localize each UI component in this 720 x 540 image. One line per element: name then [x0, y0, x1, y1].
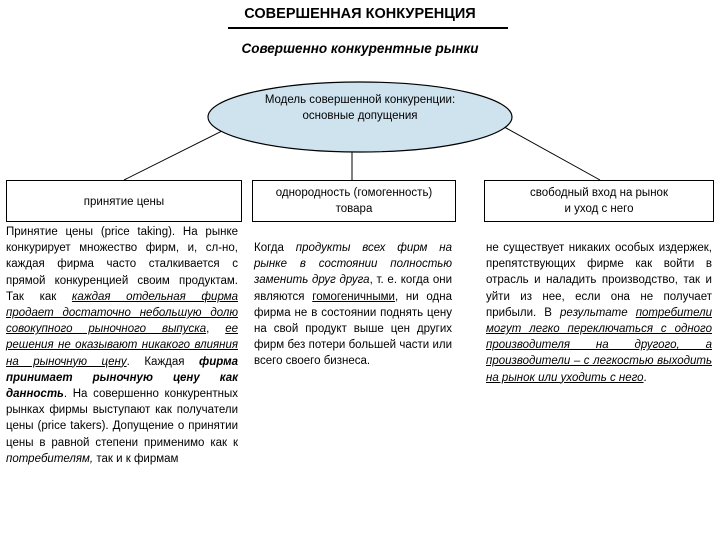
- center-node-line-2: основные допущения: [302, 110, 418, 122]
- text-run-italic: продукты всех фирм на рынке в состоянии полностью заменить друг друга: [254, 242, 452, 287]
- text-run: , т. е. когда они являются: [254, 274, 453, 303]
- description-free-entry: [486, 240, 712, 386]
- text-run: .: [643, 371, 647, 384]
- text-run-emphasis: потребители могут легко переключаться с одного производителя на другого, а производители – с легкостью выходить на рынок или уходить с него: [486, 306, 713, 384]
- assumption-label-free-entry-1: свободный вход на рынок: [530, 187, 668, 199]
- description-homogeneity: [254, 240, 452, 370]
- connector-left: [124, 124, 236, 180]
- assumption-label-homogeneity-2: товара: [335, 203, 373, 215]
- text-run: ,: [206, 323, 226, 336]
- assumption-label-free-entry-2: и уход с него: [564, 203, 634, 215]
- assumption-label-price-taking: принятие цены: [83, 196, 165, 208]
- text-run-bold: фирма принимает рыночную цену как данность: [6, 355, 238, 401]
- page-subtitle: Совершенно конкурентные рынки: [241, 41, 479, 56]
- text-run: . Каждая: [126, 355, 200, 368]
- text-run-italic: результате: [560, 306, 636, 319]
- center-node-label: [232, 92, 488, 124]
- text-run: так и к фирмам: [93, 452, 179, 465]
- text-run: не существует никаких особых издержек, препятствующих фирме как войти в отрасль и наладить производство, так и уйти из нее, если она не получает прибыли. В: [486, 242, 712, 319]
- assumption-label-homogeneity-1: однородность (гомогенность): [275, 187, 433, 199]
- text-run: Когда: [254, 242, 296, 254]
- text-run-underlined: гомогеничными: [312, 290, 395, 303]
- assumption-box-free-entry: [484, 180, 714, 222]
- text-run-italic: потребителям,: [6, 452, 94, 465]
- text-run-emphasis: ее решения не оказывают никакого влияния на рыночную цену: [6, 323, 238, 368]
- center-node-line-1: Модель совершенной конкуренции:: [264, 94, 456, 106]
- description-price-taking: [6, 224, 238, 467]
- text-run: . На совершенно конкурентных рынках фирмы выступают как получатели цены (price takers). Допущение о принятии цены в равной степени применимо как к: [6, 388, 238, 449]
- text-run: , ни одна фирма не в состоянии поднять цену на свой продукт выше цен других фирм без потери большей части или всего своего бизнеса.: [254, 290, 452, 368]
- assumption-box-homogeneity: [252, 180, 456, 222]
- assumption-box-price-taking: [6, 180, 242, 222]
- text-run: Принятие цены (price taking). На рынке конкурирует множество фирм, и, сл-но, каждая фирма часто сталкивается с прямой конкуренцией своим продуктам. Так как: [6, 226, 238, 303]
- page-title: СОВЕРШЕННАЯ КОНКУРЕНЦИЯ: [244, 6, 476, 22]
- text-run-emphasis: каждая отдельная фирма продает достаточно небольшую долю совокупного рыночного выпуска: [6, 290, 238, 336]
